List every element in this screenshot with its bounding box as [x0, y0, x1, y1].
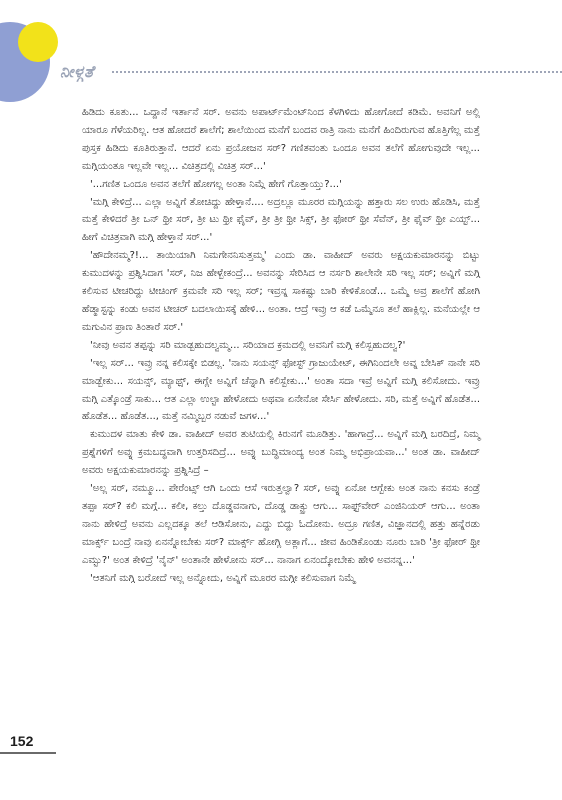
paragraph-1: ಹಿಡಿದು ಕೂತು... ಒದ್ದಾನೆ ಇರ್ತಾನೆ ಸರ್. ಅವನು ಅಪಾರ್ಟ್‌ಮೆಂಟ್‌ನಿಂದ ಕೆಳಗಿಳಿದು ಹೋಗೋದೆ ಕಡಿಮೆ. ಅವನಿಗೆ ಅಲ್ಲಿ ಯಾರೂ ಗೆಳೆಯರಿಲ್ಲ. ಆತ ಹೋದರೆ ಶಾಲೆಗೆ; ಶಾಲೆಯಿಂದ ಮನೆಗೆ ಬಂದವ ರಾತ್ರಿ ನಾನು ಮನೆಗೆ ಹಿಂದಿರುಗುವ ಹೊತ್ತಿಗೆಲ್ಲ ಮತ್ತೆ ಪುಸ್ತಕ ಹಿಡಿದು ಕೂತಿರುತ್ತಾನೆ. ಆದರೆ ಏನು ಪ್ರಯೋಜನ ಸರ್? ಗಣಿತವಂತು ಒಂದೂ ಅವನ ತಲೆಗೆ ಹೋಗುವುದೇ ಇಲ್ಲ... ಮಗ್ಗಿಯಂತೂ ಇಲ್ಲವೇ ಇಲ್ಲ... ವಿಚಿತ್ರದಲ್ಲಿ ವಿಚಿತ್ರ ಸರ್...' [82, 107, 480, 172]
paragraph-3: 'ಮಗ್ಗಿ ಕೇಳಿದ್ರೆ... ಎಲ್ಲಾ ಅವ್ನಿಗೆ ತೋಚಿದ್ದು ಹೇಳ್ತಾನೆ.... ಅದ್ರಲ್ಲೂ ಮೂರರ ಮಗ್ಗಿಯನ್ನು ಹತ್ತಾರು ಸಲ ಉರು ಹೊಡಿಸಿ, ಮತ್ತೆ ಮತ್ತೆ ಕೇಳಿದರೆ ತ್ರೀ ಒನ್ ಥ್ರೀ ಸರ್, ತ್ರೀ ಟು ಥ್ರೀ ಫೈವ್, ತ್ರೀ ತ್ರೀ ಥ್ರೀ ಸಿಕ್ಸ್, ತ್ರೀ ಫೋರ್ ಥ್ರೀ ಸೆವೆನ್, ತ್ರೀ ಫೈವ್ ಥ್ರೀ ಎಯ್ಟ್... ಹೀಗೆ ವಿಚಿತ್ರವಾಗಿ ಮಗ್ಗಿ ಹೇಳ್ತಾನೆ ಸರ್...' [82, 196, 480, 244]
decorative-yellow-circle [18, 22, 58, 62]
paragraph-8: 'ಅಲ್ಲ ಸರ್, ನಮ್ಮೂ... ಪೇರೆಂಟ್ಸ್ ಆಗಿ ಒಂದು ಆಸೆ ಇರುತ್ತಲ್ವಾ? ಸರ್, ಅವ್ನು ಏನೋ ಆಗ್ಬೇಕು ಅಂತ ನಾನು ಕನಸು ಕಂಡ್ರೆ ತಪ್ಪಾ ಸರ್? ಕಲಿ ಮಗ್ಗೆ... ಕಲೀ, ಕಲ್ತು ದೊಡ್ಡವನಾಗು, ದೊಡ್ಡ ಡಾಕ್ಟ್ರು ಆಗು... ಸಾಫ್ಟ್‌ವೇರ್ ಎಂಜಿನಿಯರ್ ಆಗು... ಅಂತಾ ನಾನು ಹೇಳಿದ್ರೆ ಅವನು ಎಲ್ಲದಕ್ಕೂ ತಲೆ ಆಡಿಸೋನು, ಎದ್ದು ಬಿದ್ದು ಓದೋನು. ಅದ್ರೂ ಗಣಿತ, ವಿಜ್ಞಾನದಲ್ಲಿ ಹತ್ತು ಹನ್ನೆರಡು ಮಾರ್ಕ್ಸ್ ಬಂದ್ರೆ ನಾವು ಏನನ್ನೋಬೇಕು ಸರ್? ಮಾರ್ಕ್ಸ್ ಹೋಗ್ಲಿ ಅತ್ಲಾಗೆ... ಜೀವ ಹಿಂಡಿಕೊಂಡು ನೂರು ಬಾರಿ 'ತ್ರೀ ಫೋರ್ ಥ್ರೀ ಎಮ್ಟು?' ಅಂತ ಕೇಳಿದ್ರೆ 'ನೈನ್' ಅಂತಾನೇ ಹೇಳೋನು ಸರ್... ನಾನಾಗ ಏನಂದ್ಕೋಬೇಕು ಹೇಳಿ ಅವನನ್ನ...' [82, 483, 480, 566]
paragraph-4: 'ಹೌದೇನಮ್ಮ?!... ತಾಯಿಯಾಗಿ ನಿಮಗೇನನಿಸುತ್ತಮ್ಮ' ಎಂದು ಡಾ. ವಾಹೀದ್ ಅವರು ಅಕ್ಷಯಕುಮಾರನನ್ನು ಬಿಟ್ಟು ಕುಮುದಳನ್ನು ಪ್ರಶ್ನಿಸಿದಾಗ 'ಸರ್, ನಿಜ ಹೇಳ್ಬೇಕಂದ್ರೆ... ಅವನನ್ನು ಸೇರಿಸಿದ ಆ ನರ್ಸರಿ ಶಾಲೇನೇ ಸರಿ ಇಲ್ಲ ಸರ್; ಅವ್ನಿಗೆ ಮಗ್ಗಿ ಕಲಿಸುವ ಟೀಚರಿದ್ದು ಟೀಚಿಂಗ್ ಕ್ರಮವೇ ಸರಿ ಇಲ್ಲ ಸರ್; ಇವ್ರನ್ನ ಸಾಕಷ್ಟು ಬಾರಿ ಕೇಳಿಕೊಂಡೆ... ಒಮ್ಮೆ ಅವ್ರ ಶಾಲೆಗೆ ಹೋಗಿ ಹೆಡ್ಮಾಸ್ಟನ್ನು ಕಂಡು ಅವನ ಟೀಚರ್ ಬದಲಾಯಿಸಕ್ಕೆ ಹೇಳಿ... ಅಂತಾ. ಆದ್ರೆ ಇವ್ರು ಆ ಕಡೆ ಒಮ್ಮೆನೂ ತಲೆ ಹಾಕ್ಲಿಲ್ಲ. ಮನೆಯಲ್ಲೇ ಆ ಮಗುವಿನ ಪ್ರಾಣ ತಿಂತಾರೆ ಸರ್.' [82, 250, 480, 333]
paragraph-5: 'ನೀವು ಅವನ ತಪ್ಪನ್ನು ಸರಿ ಮಾಡ್ಬಹುದಲ್ವಮ್ಮ... ಸರಿಯಾದ ಕ್ರಮದಲ್ಲಿ ಅವನಿಗೆ ಮಗ್ಗಿ ಕಲಿಸ್ಬಹುದಲ್ವ?' [90, 339, 406, 351]
paragraph-9: 'ಆತನಿಗೆ ಮಗ್ಗಿ ಬರೋದೆ ಇಲ್ಲ ಅನ್ನೋದು, ಅವ್ನಿಗೆ ಮೂರರ ಮಗ್ಗೀ ಕಲಿಸುವಾಗ ನಿಮ್ಮೆ [90, 572, 356, 584]
header-dotted-rule [112, 71, 562, 73]
paragraph-7: ಕುಮುದಳ ಮಾತು ಕೇಳಿ ಡಾ. ವಾಹೀದ್ ಅವರ ತುಟಿಯಲ್ಲಿ ಕಿರುನಗೆ ಮೂಡಿತ್ತು. 'ಹಾಗಾದ್ರೆ... ಅವ್ನಿಗೆ ಮಗ್ಗಿ ಬರದಿದ್ರೆ, ನಿಮ್ಮ ಪ್ರಶ್ನೆಗಳಿಗೆ ಅವ್ನು ಕ್ರಮಬದ್ಧವಾಗಿ ಉತ್ತರಿಸದಿದ್ರೆ... ಅವ್ನು ಬುದ್ಧಿಮಾಂದ್ಯ ಅಂತ ನಿಮ್ಮ ಅಭಿಪ್ರಾಯವಾ...' ಅಂತ ಡಾ. ವಾಹೀದ್ ಅವರು ಅಕ್ಷಯಕುಮಾರನನ್ನು ಪ್ರಶ್ನಿಸಿದ್ರೆ – [82, 429, 480, 477]
footer-rule [0, 752, 56, 754]
section-title: ನೀಳ್ಗತೆ [60, 62, 94, 81]
paragraph-2: '...ಗಣಿತ ಒಂದೂ ಅವನ ತಲೆಗೆ ಹೋಗಲ್ಲ ಅಂತಾ ನಿಮ್ಗೆ ಹೇಗೆ ಗೊತ್ತಾಯ್ತು?...' [90, 178, 342, 190]
page-number: 152 [10, 733, 34, 749]
paragraph-6: 'ಇಲ್ಲ ಸರ್... ಇವ್ರು ನನ್ನ ಕಲಿಸಕ್ಕೇ ಬಿಡಲ್ಲ. 'ನಾನು ಸಯನ್ಸ್ ಫೋಸ್ಟ್ ಗ್ರಾಜುಯೇಟ್, ಈಗಿನಿಂದಲೇ ಅವ್ನ ಬೇಸಿಕ್ ನಾನೇ ಸರಿ ಮಾಡ್ಬೇಕು... ಸಯನ್ಸ್, ಮ್ಯಾಥ್ಸ್, ಈಗ್ಲೇ ಅವ್ನಿಗೆ ಚೆನ್ನಾಗಿ ಕಲಿಸ್ಬೇಕು...' ಅಂತಾ ಸದಾ ಇವ್ರೆ ಅವ್ನಿಗೆ ಮಗ್ಗಿ ಕಲಿಸೋದು. ಇವ್ರು ಮಗ್ಗಿ ಎತ್ಕೊಂಡ್ರೆ ಸಾಕು... ಆತ ಎಲ್ಲಾ ಉಲ್ಟಾ ಹೇಳೋದು ಅಥವಾ ಏನೇನೋ ಸೇರ್ಸಿ ಹೇಳೋದು. ಸರಿ, ಮತ್ತೆ ಅವ್ನಿಗೆ ಹೊಡೆತ... ಹೊಡೆತ... ಹೊಡೆತ..., ಮತ್ತೆ ನಮ್ಮಿಬ್ಬರ ನಡುವೆ ಜಗಳ...' [82, 357, 480, 423]
body-text [82, 104, 480, 587]
